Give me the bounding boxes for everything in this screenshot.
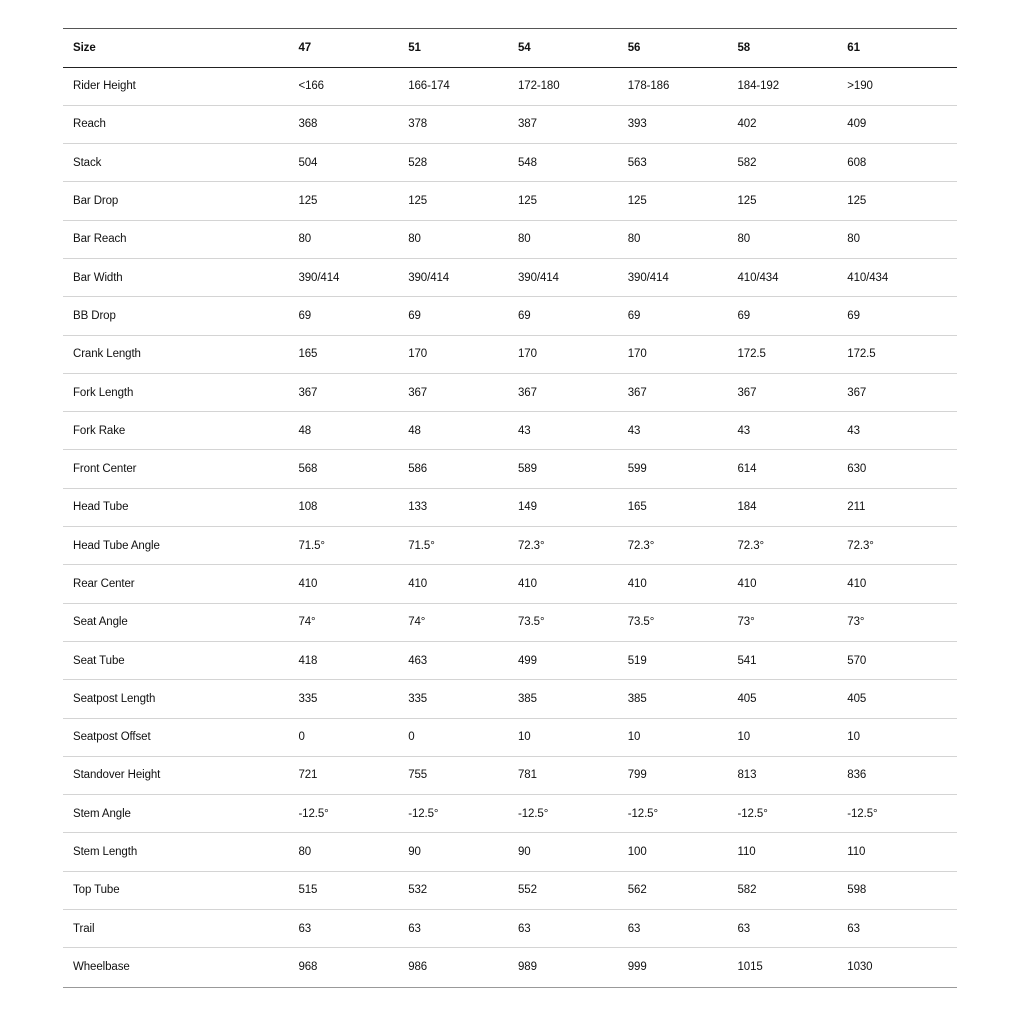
row-label: Fork Rake: [73, 424, 126, 437]
row-label: Stem Length: [73, 846, 138, 859]
table-cell: 999: [627, 961, 647, 974]
table-cell: 110: [737, 846, 756, 859]
geometry-table: [63, 28, 957, 988]
table-cell: 74°: [408, 616, 426, 629]
table-cell: 410/434: [737, 271, 779, 284]
table-cell: 568: [298, 463, 318, 476]
table-cell: 515: [298, 884, 318, 897]
table-cell: 125: [737, 195, 757, 208]
table-row: [63, 527, 957, 565]
table-cell: 170: [517, 348, 537, 361]
table-cell: 589: [517, 463, 537, 476]
table-cell: 172-180: [517, 80, 560, 93]
table-cell: 405: [847, 692, 867, 705]
table-cell: 69: [517, 309, 531, 322]
table-cell: -12.5°: [298, 807, 329, 820]
table-row: [63, 565, 957, 603]
table-row: [63, 872, 957, 910]
table-cell: 499: [517, 654, 537, 667]
table-cell: 43: [517, 424, 531, 437]
table-cell: 63: [847, 922, 860, 935]
table-cell: 100: [627, 846, 647, 859]
table-cell: 405: [737, 692, 757, 705]
table-cell: 166-174: [408, 80, 450, 93]
table-row: [63, 719, 957, 757]
row-label: Front Center: [73, 463, 137, 476]
table-cell: 43: [737, 424, 751, 437]
table-row: [63, 450, 957, 488]
table-cell: 755: [408, 769, 428, 782]
row-label: Wheelbase: [73, 961, 130, 974]
header-size-61: 61: [847, 41, 860, 54]
table-cell: 599: [627, 463, 647, 476]
table-cell: 73.5°: [627, 616, 655, 629]
table-cell: 69: [737, 309, 751, 322]
table-cell: 72.3°: [847, 539, 874, 552]
table-cell: 519: [627, 654, 647, 667]
table-cell: 72.3°: [627, 539, 655, 552]
table-cell: 390/414: [408, 271, 450, 284]
table-cell: 125: [408, 195, 428, 208]
table-cell: 80: [298, 233, 312, 246]
row-label: Seatpost Length: [73, 692, 156, 705]
table-cell: 781: [517, 769, 537, 782]
table-cell: 63: [627, 922, 641, 935]
table-cell: 367: [517, 386, 537, 399]
table-cell: 836: [847, 769, 867, 782]
table-row: [63, 948, 957, 986]
table-cell: <166: [298, 80, 324, 93]
table-cell: 368: [298, 118, 318, 131]
row-label: Bar Width: [73, 271, 123, 284]
table-cell: 989: [517, 961, 537, 974]
table-cell: 586: [408, 463, 428, 476]
table-cell: 165: [627, 501, 647, 514]
table-cell: 813: [737, 769, 757, 782]
table-cell: 184: [737, 501, 757, 514]
table-row: [63, 642, 957, 680]
table-cell: 390/414: [517, 271, 559, 284]
table-cell: 582: [737, 156, 757, 169]
table-cell: 80: [298, 846, 312, 859]
table-cell: -12.5°: [408, 807, 439, 820]
row-label: Stem Angle: [73, 807, 131, 820]
table-cell: 69: [298, 309, 312, 322]
table-cell: 125: [627, 195, 647, 208]
table-cell: 80: [627, 233, 641, 246]
table-cell: 367: [298, 386, 318, 399]
row-label: Standover Height: [73, 769, 161, 782]
table-cell: 43: [847, 424, 860, 437]
table-cell: -12.5°: [517, 807, 549, 820]
table-cell: 10: [517, 731, 531, 744]
row-label: Top Tube: [73, 884, 120, 897]
header-size-58: 58: [737, 41, 751, 54]
table-row: [63, 604, 957, 642]
table-row: [63, 144, 957, 182]
table-cell: 69: [627, 309, 641, 322]
table-cell: 149: [517, 501, 537, 514]
header-size-54: 54: [517, 41, 531, 54]
table-cell: 178-186: [627, 80, 670, 93]
table-row: [63, 259, 957, 297]
table-cell: 504: [298, 156, 318, 169]
table-cell: 385: [517, 692, 537, 705]
row-label: BB Drop: [73, 309, 116, 322]
table-cell: 10: [847, 731, 860, 744]
table-cell: 133: [408, 501, 428, 514]
table-cell: 418: [298, 654, 318, 667]
table-cell: 69: [408, 309, 421, 322]
table-cell: 393: [627, 118, 647, 131]
table-cell: 74°: [298, 616, 316, 629]
row-label: Stack: [73, 156, 102, 169]
table-cell: 463: [408, 654, 428, 667]
row-label: Reach: [73, 118, 106, 131]
table-cell: 986: [408, 961, 428, 974]
table-cell: 80: [737, 233, 751, 246]
table-row: [63, 106, 957, 144]
table-cell: 108: [298, 501, 318, 514]
table-cell: 367: [737, 386, 757, 399]
table-cell: 552: [517, 884, 537, 897]
table-cell: 390/414: [627, 271, 669, 284]
table-cell: 410/434: [847, 271, 889, 284]
table-cell: 125: [298, 195, 318, 208]
table-cell: 410: [737, 578, 757, 590]
table-cell: 71.5°: [298, 539, 325, 552]
table-cell: 968: [298, 961, 318, 974]
table-cell: 63: [298, 922, 312, 935]
table-cell: 721: [298, 769, 318, 782]
table-cell: 72.3°: [737, 539, 764, 552]
header-size-47: 47: [298, 41, 312, 54]
table-row: [63, 757, 957, 795]
row-label: Fork Length: [73, 386, 134, 399]
table-cell: 63: [517, 922, 531, 935]
table-cell: 211: [847, 501, 866, 514]
table-cell: 72.3°: [517, 539, 545, 552]
header-size-label: Size: [73, 41, 96, 54]
table-cell: >190: [847, 80, 873, 93]
table-cell: 71.5°: [408, 539, 435, 552]
header-size-51: 51: [408, 41, 421, 54]
table-cell: 367: [408, 386, 428, 399]
table-cell: 614: [737, 463, 757, 476]
table-cell: 69: [847, 309, 860, 322]
table-cell: 184-192: [737, 80, 780, 93]
table-cell: 10: [737, 731, 751, 744]
table-cell: 410: [627, 578, 647, 590]
table-cell: 409: [847, 118, 867, 131]
table-cell: 367: [847, 386, 867, 399]
table-cell: 387: [517, 118, 537, 131]
table-cell: 410: [517, 578, 537, 590]
table-cell: -12.5°: [737, 807, 768, 820]
table-row: [63, 489, 957, 527]
table-row: [63, 297, 957, 335]
row-label: Seat Tube: [73, 654, 125, 667]
row-label: Seat Angle: [73, 616, 128, 629]
table-cell: 0: [408, 731, 415, 744]
table-cell: 73°: [737, 616, 755, 629]
table-header-row: [63, 29, 957, 68]
table-row: [63, 412, 957, 450]
table-cell: 378: [408, 118, 428, 131]
table-cell: 73°: [847, 616, 865, 629]
row-label: Trail: [73, 922, 95, 935]
table-cell: 63: [737, 922, 751, 935]
row-label: Crank Length: [73, 348, 141, 361]
table-cell: -12.5°: [847, 807, 878, 820]
table-cell: 170: [408, 348, 428, 361]
table-cell: 562: [627, 884, 647, 897]
table-cell: 125: [847, 195, 867, 208]
table-row: [63, 795, 957, 833]
table-cell: 63: [408, 922, 421, 935]
table-row: [63, 68, 957, 106]
table-cell: 165: [298, 348, 318, 361]
table-row: [63, 910, 957, 948]
table-cell: 73.5°: [517, 616, 545, 629]
table-cell: 80: [847, 233, 860, 246]
table-row: [63, 680, 957, 718]
table-cell: 43: [627, 424, 641, 437]
table-cell: 1015: [737, 961, 763, 974]
table-cell: 335: [298, 692, 318, 705]
table-cell: 170: [627, 348, 647, 361]
row-label: Rider Height: [73, 80, 136, 93]
table-cell: 335: [408, 692, 428, 705]
table-cell: 630: [847, 463, 867, 476]
table-cell: 385: [627, 692, 647, 705]
table-cell: 410: [408, 578, 428, 590]
row-label: Seatpost Offset: [73, 731, 151, 744]
table-cell: 48: [408, 424, 421, 437]
header-size-56: 56: [627, 41, 641, 54]
row-label: Head Tube: [73, 501, 129, 514]
table-row: [63, 336, 957, 374]
table-cell: 1030: [847, 961, 873, 974]
table-cell: 532: [408, 884, 428, 897]
table-cell: 410: [847, 578, 867, 590]
row-label: Rear Center: [73, 578, 135, 590]
table-cell: 598: [847, 884, 867, 897]
table-cell: -12.5°: [627, 807, 658, 820]
table-cell: 48: [298, 424, 312, 437]
table-cell: 799: [627, 769, 647, 782]
table-cell: 110: [847, 846, 866, 859]
table-cell: 80: [517, 233, 531, 246]
table-cell: 80: [408, 233, 421, 246]
table-cell: 548: [517, 156, 537, 169]
table-cell: 90: [408, 846, 421, 859]
table-cell: 563: [627, 156, 647, 169]
table-cell: 172.5: [737, 348, 766, 361]
row-label: Head Tube Angle: [73, 539, 160, 552]
table-cell: 402: [737, 118, 757, 131]
table-cell: 10: [627, 731, 641, 744]
table-row: [63, 221, 957, 259]
table-row: [63, 374, 957, 412]
row-label: Bar Drop: [73, 195, 119, 208]
row-label: Bar Reach: [73, 233, 127, 246]
table-cell: 125: [517, 195, 537, 208]
table-row: [63, 182, 957, 220]
table-row: [63, 833, 957, 871]
table-cell: 528: [408, 156, 428, 169]
table-cell: 367: [627, 386, 647, 399]
table-cell: 90: [517, 846, 531, 859]
table-cell: 608: [847, 156, 867, 169]
table-cell: 582: [737, 884, 757, 897]
table-cell: 541: [737, 654, 757, 667]
table-cell: 410: [298, 578, 318, 590]
table-cell: 172.5: [847, 348, 876, 361]
table-cell: 570: [847, 654, 867, 667]
table-body: [63, 68, 957, 987]
table-cell: 0: [298, 731, 305, 744]
table-cell: 390/414: [298, 271, 340, 284]
